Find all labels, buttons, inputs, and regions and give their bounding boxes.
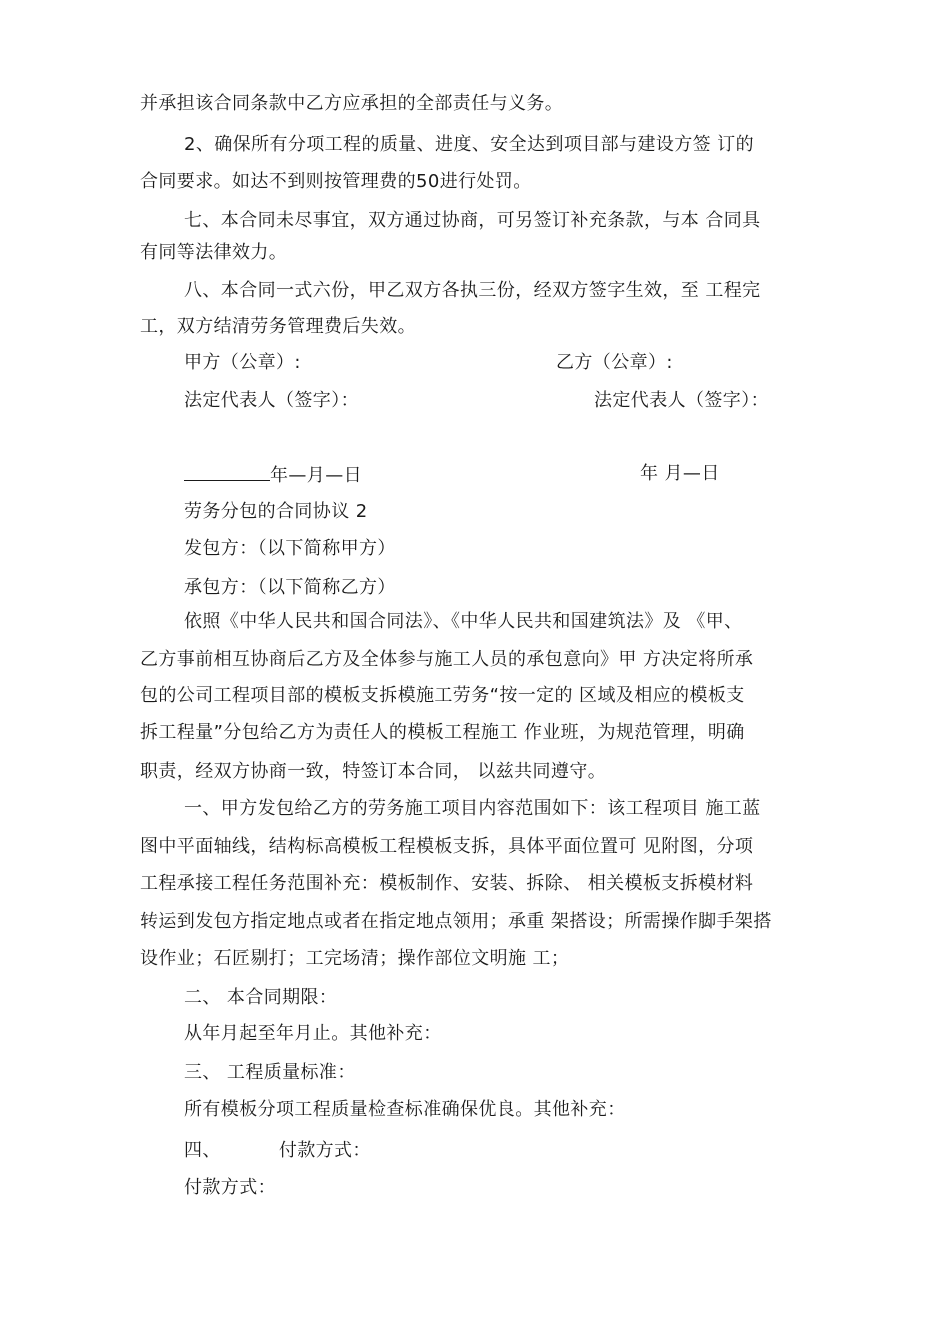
payment-heading-number: 四、 [184, 1140, 221, 1161]
scope-line: 设作业；石匠剔打；工完场清；操作部位文明施 工； [140, 948, 570, 969]
party-a-date: 年—月—日 [270, 465, 362, 486]
paragraph-line: 七、本合同未尽事宜，双方通过协商，可另签订补充条款，与本 合同具 [184, 210, 761, 231]
intro-line: 依照《中华人民共和国合同法》、《中华人民共和国建筑法》及 《甲、 [184, 611, 743, 632]
paragraph-line: 合同要求。如达不到则按管理费的50进行处罚。 [140, 171, 532, 192]
scope-line: 图中平面轴线，结构标高模板工程模板支拆，具体平面位置可 见附图，分项 [140, 836, 754, 857]
paragraph-line: 有同等法律效力。 [140, 242, 288, 263]
paragraph-line: 八、本合同一式六份，甲乙双方各执三份，经双方签字生效，至 工程完 [184, 280, 761, 301]
intro-line: 职责，经双方协商一致，特签订本合同， 以兹共同遵守。 [140, 761, 607, 782]
term-heading: 二、 本合同期限： [184, 987, 338, 1008]
payment-heading-text: 付款方式： [278, 1140, 371, 1161]
contract-title: 劳务分包的合同协议 2 [184, 501, 368, 522]
term-body: 从年月起至年月止。其他补充： [184, 1023, 442, 1044]
intro-line: 包的公司工程项目部的模板支拆模施工劳务“按一定的 区域及相应的模板支 [140, 685, 745, 706]
quality-body: 所有模板分项工程质量检查标准确保优良。其他补充： [184, 1099, 626, 1120]
intro-line: 拆工程量”分包给乙方为责任人的模板工程施工 作业班，为规范管理，明确 [140, 722, 745, 743]
party-a-representative-label: 法定代表人（签字）： [184, 390, 359, 411]
party-b-representative-label: 法定代表人（签字）： [594, 390, 769, 411]
contractor-line: 承包方：（以下简称乙方） [184, 577, 396, 598]
party-b-seal-label: 乙方（公章）: [556, 352, 673, 373]
paragraph-line: 工，双方结清劳务管理费后失效。 [140, 316, 416, 337]
paragraph-line: 并承担该合同条款中乙方应承担的全部责任与义务。 [140, 93, 564, 114]
scope-line: 一、甲方发包给乙方的劳务施工项目内容范围如下：该工程项目 施工蓝 [184, 798, 761, 819]
payment-heading [184, 1139, 371, 1163]
payment-body: 付款方式： [184, 1177, 276, 1198]
paragraph-line: 2、确保所有分项工程的质量、进度、安全达到项目部与建设方签 订的 [184, 134, 754, 155]
scope-line: 转运到发包方指定地点或者在指定地点领用；承重 架搭设；所需操作脚手架搭 [140, 911, 772, 932]
party-a-seal-label: 甲方（公章）: [184, 352, 301, 373]
party-a-date-line [184, 462, 362, 488]
intro-line: 乙方事前相互协商后乙方及全体参与施工人员的承包意向》甲 方决定将所承 [140, 649, 754, 670]
issuer-line: 发包方：（以下简称甲方） [184, 538, 396, 559]
quality-heading: 三、 工程质量标准： [184, 1062, 356, 1083]
date-blank [184, 462, 270, 481]
party-b-date: 年 月—日 [640, 463, 720, 484]
scope-line: 工程承接工程任务范围补充：模板制作、安装、拆除、 相关模板支拆模材料 [140, 873, 754, 894]
